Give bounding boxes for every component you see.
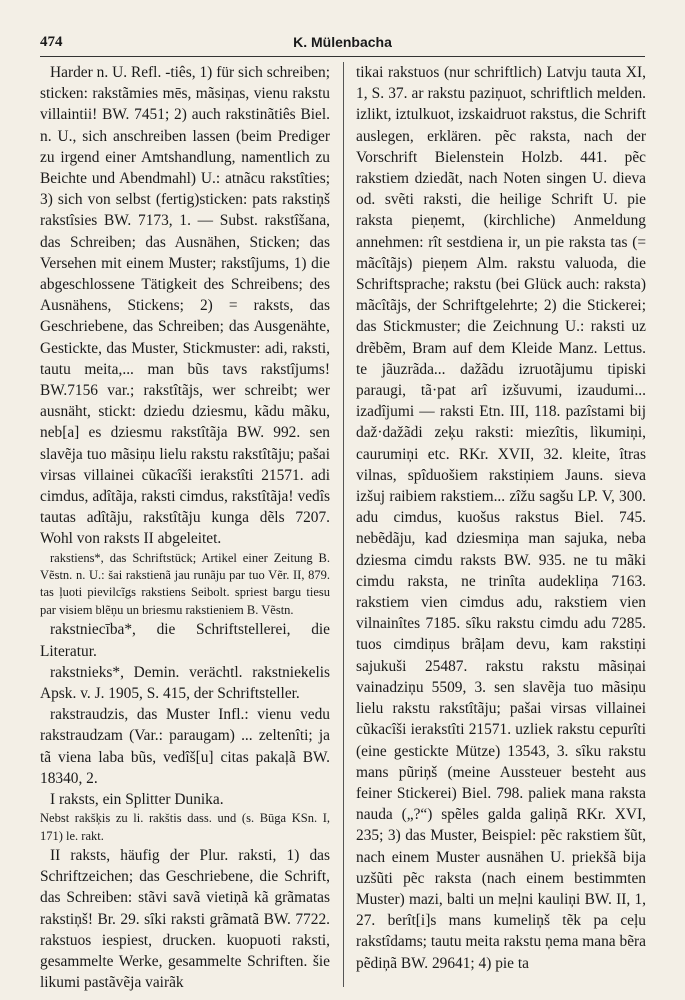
etymology-note: Nebst rakšķis zu li. rakštis dass. und (s. Būga KSn. I, 171) le. rakt. bbox=[40, 811, 330, 843]
entry-paragraph: Harder n. U. Refl. -tiês, 1) für sich schreiben; sticken: rakstãmies mēs, mãsiņas, vienu rakstu villaintii! BW. 7451; 2) auch rakstinãtiês Biel. n. U., sich anschreiben lassen (beim Prediger zu irgend einer Amtshandlung, namentlich zu Beichte und Abendmahl) U.: atnãcu rakstîties; 3) sich von selbst (fertig)sticken: pats rakstiņš rakstîsies BW. 7173, 1. — Subst. rakstîšana, das Schreiben; das Ausnähen, Sticken; das Versehen mit einem Muster; rakstîjums, 1) die abgeschlossene Tätigkeit des Schreibens; des Ausnähens, Stickens; 2) = raksts, das Geschriebene, das Schreiben; das Ausgenähte, Gestickte, das Muster, Stickmuster: adi, raksti, tautu meita,... man bũs tavs rakstîjums! BW.7156 var.; rakstîtãjs, wer schreibt; wer ausnäht, stickt: dziedu dziesmu, kãdu mãku, neb[a] es dziesmu rakstîtãja BW. 992. sen slavẽja tuo mãsiņu lielu rakstu rakstîtãju; pašai virsas villainei cũkacîši ierakstîti 21571. adi cimdus, adîtãja, raksti cimdus, rakstîtãja! vedîs tautas adîtãju, rakstîtãju kunga dẽls 7207. Wohl von raksts II abgeleitet. bbox=[40, 64, 330, 548]
left-column bbox=[40, 62, 330, 992]
entry-paragraph: rakstnieks*, Demin. verächtl. rakstniekelis Apsk. v. J. 1905, S. 415, der Schriftsteller. bbox=[40, 663, 330, 702]
column-divider bbox=[343, 62, 344, 987]
running-head: K. Mülenbacha bbox=[293, 34, 392, 50]
right-column bbox=[356, 62, 646, 992]
page-number: 474 bbox=[40, 34, 63, 50]
entry-paragraph: rakstniecība*, die Schriftstellerei, die Literatur. bbox=[40, 621, 330, 660]
header-rule bbox=[40, 56, 645, 57]
page-header bbox=[40, 30, 645, 56]
entry-paragraph: rakstraudzis, das Muster Infl.: vienu vedu rakstraudzam (Var.: paraugam) ... zeltenîti; ja tã viena laba bũs, vedîš[u] citas pakaļã BW. 18340, 2. bbox=[40, 706, 330, 787]
entry-paragraph: II raksts, häufig der Plur. raksti, 1) das Schriftzeichen; das Geschriebene, die Schrift, das Schreiben: stãvi savã vietiņã kã grãmatas rakstiņš! Br. 29. sîki raksti grãmatã BW. 7722. rakstuos iespiest, drucken. kuopuoti raksti, gesammelte Werke, gesammelte Schriften. šie likumi pastãvẽja vairãk bbox=[40, 846, 330, 992]
entry-paragraph: I raksts, ein Splitter Dunika. bbox=[50, 790, 224, 808]
entry-paragraph: rakstiens*, das Schriftstück; Artikel einer Zeitung B. Vẽstn. n. U.: šai rakstienã jau runãju par tuo Vẽr. II, 879. tas ļuoti pievilcĩgs rakstiens Seibolt. spriest bargu tiesu par visiem blẽņu un briesmu rakstieniem B. Vẽstn. bbox=[40, 550, 330, 617]
entry-paragraph: tikai rakstuos (nur schriftlich) Latvju tauta XI, 1, S. 37. ar rakstu paziņuot, schriftlich melden. izlikt, iztulkuot, izskaidruot rakstus, die Schrift auslegen, erklären. pẽc raksta, nach der Vorschrift Bielenstein Holzb. 441. pẽc rakstiem dziedãt, nach Noten singen U. dieva od. svẽti raksti, die heilige Schrift U. pie raksta pieņemt, (kirchliche) Anmeldung annehmen: rît sestdiena ir, un pie raksta tas (= mãcîtãjs) pieņem Alm. rakstu valuoda, die Schriftsprache; rakstu (bei Glück auch: raksta) mãcîtãjs, der Schriftgelehrte; 2) die Stickerei; das Stickmuster; die Zeichnung U.: raksti uz drẽbẽm, Bram auf dem Kleide Manz. Lettus. te jãuzrãda... dažãdu izruotãjumu tipiski paraugi, tã·pat arî izšuvumi, izaudumi... izadîjumi — raksti Etn. III, 118. pazîstami bij daž·dažãdi zeķu raksti: miezîtis, lìkumiņi, caurumiņi etc. RKr. XVII, 32. kleite, îtras vilnas, spîduošiem rakstiņiem Jauns. sieva izšuj raibiem rakstiem... zîžu sagšu LP. V, 300. adu cimdus, kuošus rakstus Biel. 745. nebẽdãju, kad dziesmiņa man sajuka, neba dziesma cimdu raksts BW. 935. ne tu mãki cimdu raksta, ne trinîta audekliņa 7163. rakstiem vien cimdus adu, rakstiem vien vilnainîtes 7185. sîku rakstu cimdu adu 7285. tuos cimdiņus brãļam devu, kam rakstiņi sajukuši 25487. rakstu rakstu mãsiņai vainadziņu 5509, 3. sen slavẽja tuo mãsiņu lielu rakstu rakstîtãju; pašai virsas villainei cũkacîši ierakstîti 21571. uzliek rakstu cepurîti (eine gestickte Mütze) 13543, 3. sîku rakstu mans pũriņš (meine Aussteuer besteht aus feiner Stickerei) Biel. 798. paliek mana raksta nauda („?“) spẽles galda galiņã RKr. XVI, 235; 3) das Muster, Beispiel: pẽc rakstiem šũt, nach einem Muster ausnähen U. priekšã bija uzšũti pẽc raksta (nach einem bestimmten Muster) mazi, balti un meļni kauliņi BW. II, 1, 27. berît[i]s mans kumeliņš tẽk pa ceļu rakstîdams; tautu meita rakstu ņema mana bẽra pẽdiņã BW. 29641; 4) pie ta bbox=[356, 64, 646, 972]
